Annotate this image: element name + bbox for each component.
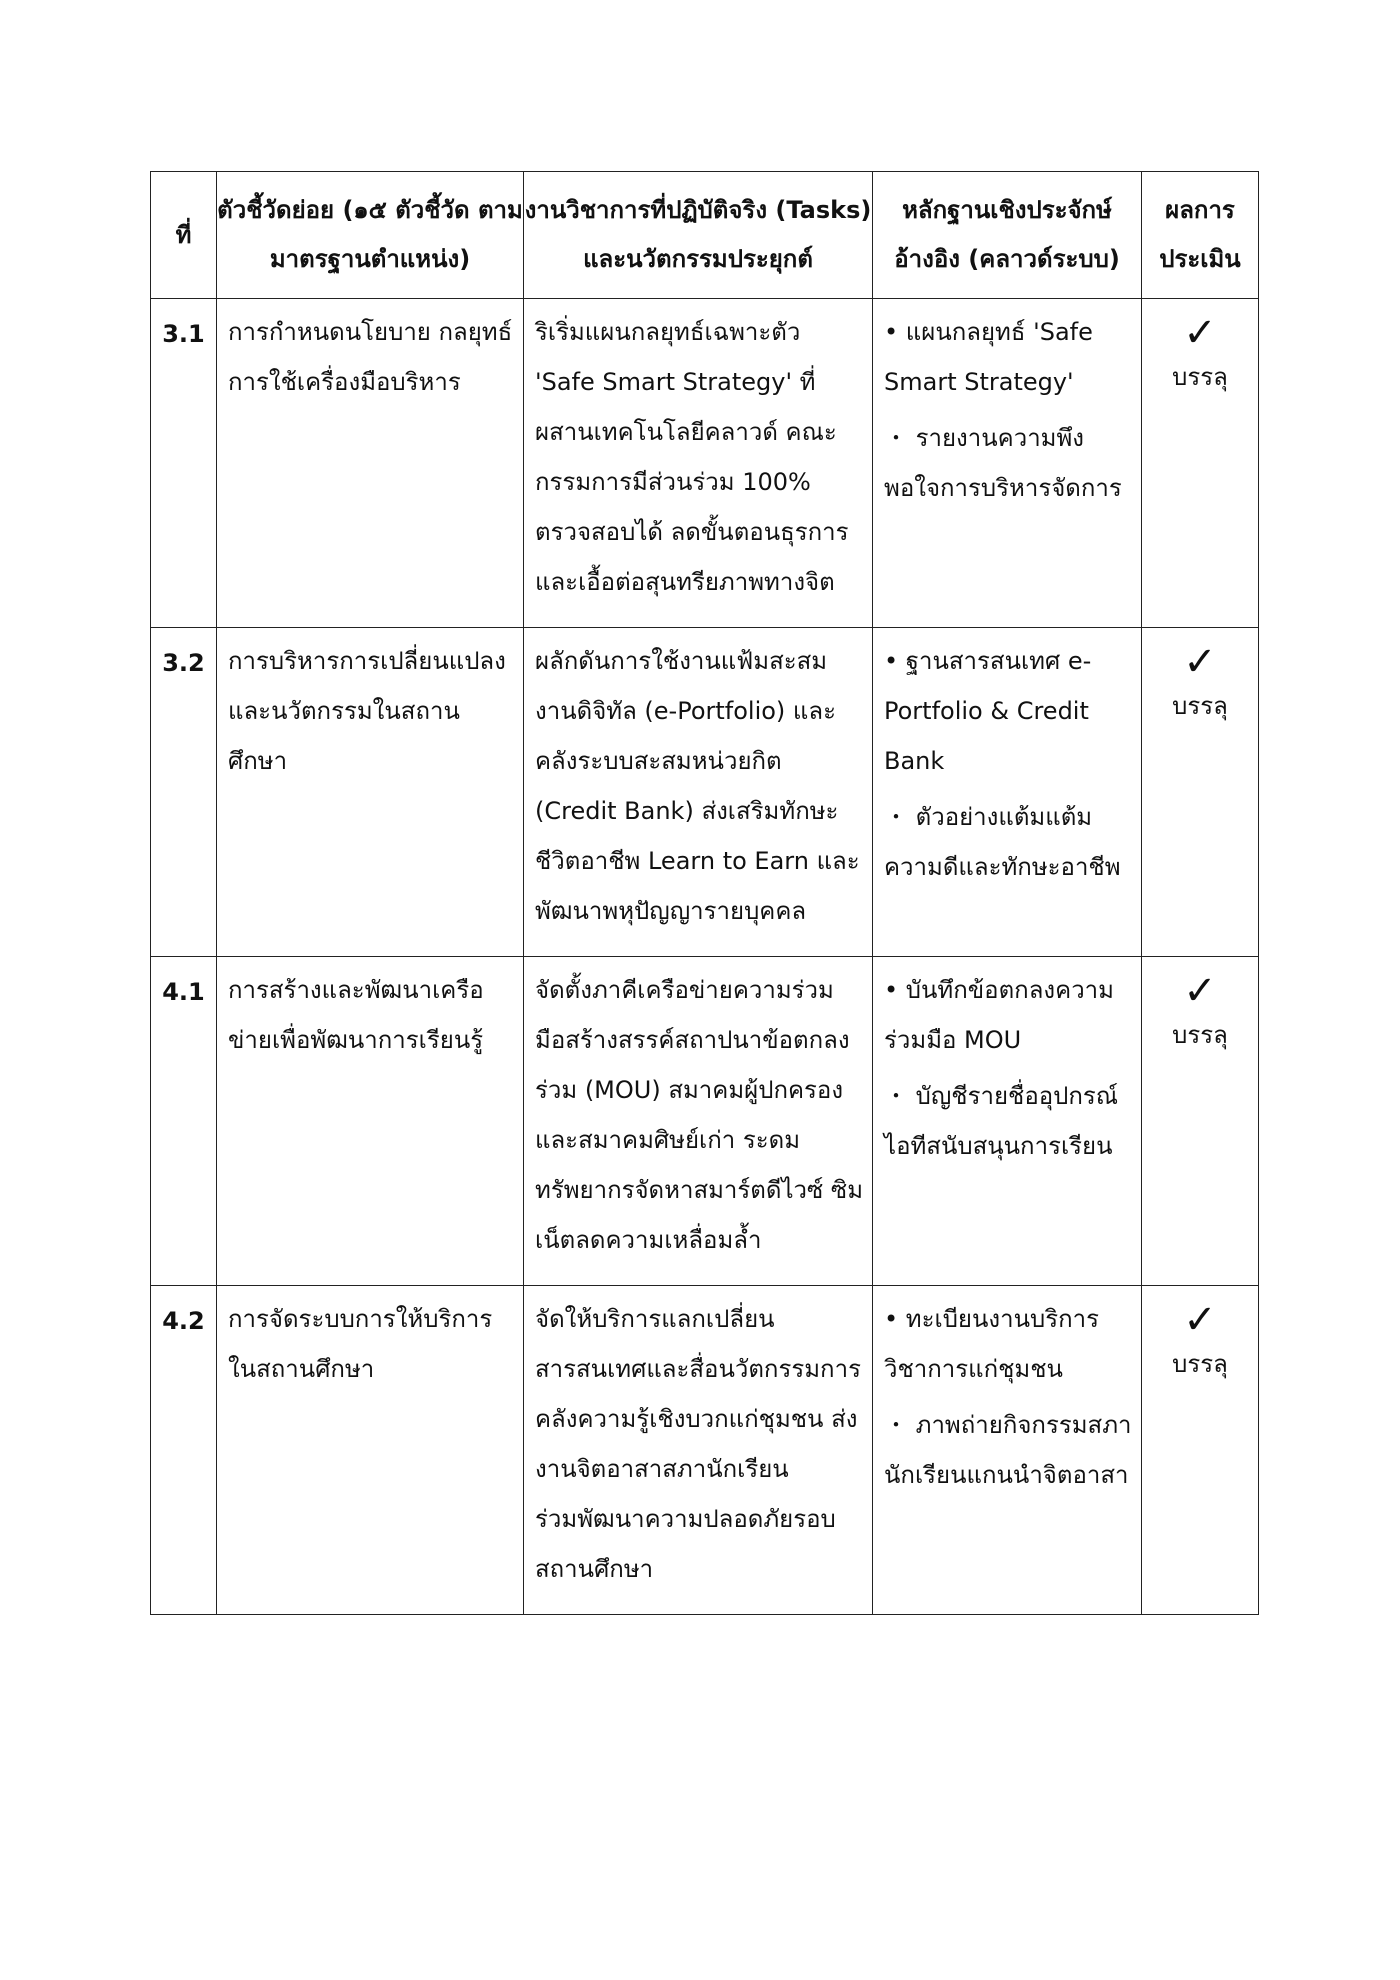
result-label: บรรลุ [1172, 1350, 1228, 1378]
table-row [151, 628, 1259, 957]
check-icon: ✓ [1183, 310, 1217, 356]
row-number: 4.2 [151, 1286, 217, 1615]
row-tasks: ผลักดันการใช้งานแฟ้มสะสมงานดิจิทัล (e-Portfolio) และคลังระบบสะสมหน่วยกิต (Credit Bank) ส่งเสริมทักษะชีวิตอาชีพ Learn to Earn และพัฒนาพหุปัญญารายบุคคล [524, 628, 873, 957]
check-icon: ✓ [1183, 1297, 1217, 1343]
result-label: บรรลุ [1172, 363, 1228, 391]
row-tasks: จัดให้บริการแลกเปลี่ยนสารสนเทศและสื่อนวัตกรรมการคลังความรู้เชิงบวกแก่ชุมชน ส่งงานจิตอาสาสภานักเรียนร่วมพัฒนาความปลอดภัยรอบสถานศึกษา [524, 1286, 873, 1615]
evidence-item: ・ บัญชีรายชื่ออุปกรณ์ไอทีสนับสนุนการเรียน [884, 1082, 1119, 1160]
row-evidence [873, 299, 1142, 628]
evidence-item: ・ ตัวอย่างแต้มแต้มความดีและทักษะอาชีพ [884, 803, 1121, 881]
row-tasks: จัดตั้งภาคีเครือข่ายความร่วมมือสร้างสรรค์สถาปนาข้อตกลงร่วม (MOU) สมาคมผู้ปกครองและสมาคมศิษย์เก่า ระดมทรัพยากรจัดหาสมาร์ตดีไวซ์ ซิมเน็ตลดความเหลื่อมล้ำ [524, 957, 873, 1286]
evidence-item: ・ รายงานความพึงพอใจการบริหารจัดการ [884, 424, 1122, 502]
row-result [1142, 299, 1259, 628]
evidence-item: • ฐานสารสนเทศ e-Portfolio & Credit Bank [884, 647, 1092, 775]
row-number: 3.1 [151, 299, 217, 628]
result-label: บรรลุ [1172, 692, 1228, 720]
row-result [1142, 1286, 1259, 1615]
evidence-item: • ทะเบียนงานบริการวิชาการแก่ชุมชน [884, 1305, 1100, 1383]
header-indicator: ตัวชี้วัดย่อย (๑๕ ตัวชี้วัด ตามมาตรฐานตำแหน่ง) [217, 172, 524, 299]
row-indicator: การสร้างและพัฒนาเครือข่ายเพื่อพัฒนาการเรียนรู้ [217, 957, 524, 1286]
row-result [1142, 957, 1259, 1286]
row-result [1142, 628, 1259, 957]
row-number: 3.2 [151, 628, 217, 957]
row-evidence [873, 628, 1142, 957]
header-tasks: งานวิชาการที่ปฏิบัติจริง (Tasks) และนวัตกรรมประยุกต์ [524, 172, 873, 299]
row-indicator: การจัดระบบการให้บริการในสถานศึกษา [217, 1286, 524, 1615]
table-row [151, 957, 1259, 1286]
header-result: ผลการประเมิน [1142, 172, 1259, 299]
row-indicator: การกำหนดนโยบาย กลยุทธ์ การใช้เครื่องมือบริหาร [217, 299, 524, 628]
evidence-item: • แผนกลยุทธ์ 'Safe Smart Strategy' [884, 318, 1093, 396]
row-tasks: ริเริ่มแผนกลยุทธ์เฉพาะตัว 'Safe Smart Strategy' ที่ผสานเทคโนโลยีคลาวด์ คณะกรรมการมีส่วนร่วม 100% ตรวจสอบได้ ลดขั้นตอนธุรการ และเอื้อต่อสุนทรียภาพทางจิต [524, 299, 873, 628]
row-evidence [873, 957, 1142, 1286]
table-row [151, 1286, 1259, 1615]
evidence-item: • บันทึกข้อตกลงความร่วมมือ MOU [884, 976, 1114, 1054]
check-icon: ✓ [1183, 639, 1217, 685]
row-evidence [873, 1286, 1142, 1615]
result-label: บรรลุ [1172, 1021, 1228, 1049]
assessment-table [150, 171, 1259, 1615]
row-number: 4.1 [151, 957, 217, 1286]
row-indicator: การบริหารการเปลี่ยนแปลงและนวัตกรรมในสถานศึกษา [217, 628, 524, 957]
header-no: ที่ [151, 172, 217, 299]
table-header-row [151, 172, 1259, 299]
header-evidence: หลักฐานเชิงประจักษ์อ้างอิง (คลาวด์ระบบ) [873, 172, 1142, 299]
check-icon: ✓ [1183, 968, 1217, 1014]
table-row [151, 299, 1259, 628]
evidence-item: ・ ภาพถ่ายกิจกรรมสภานักเรียนแกนนำจิตอาสา [884, 1411, 1132, 1489]
